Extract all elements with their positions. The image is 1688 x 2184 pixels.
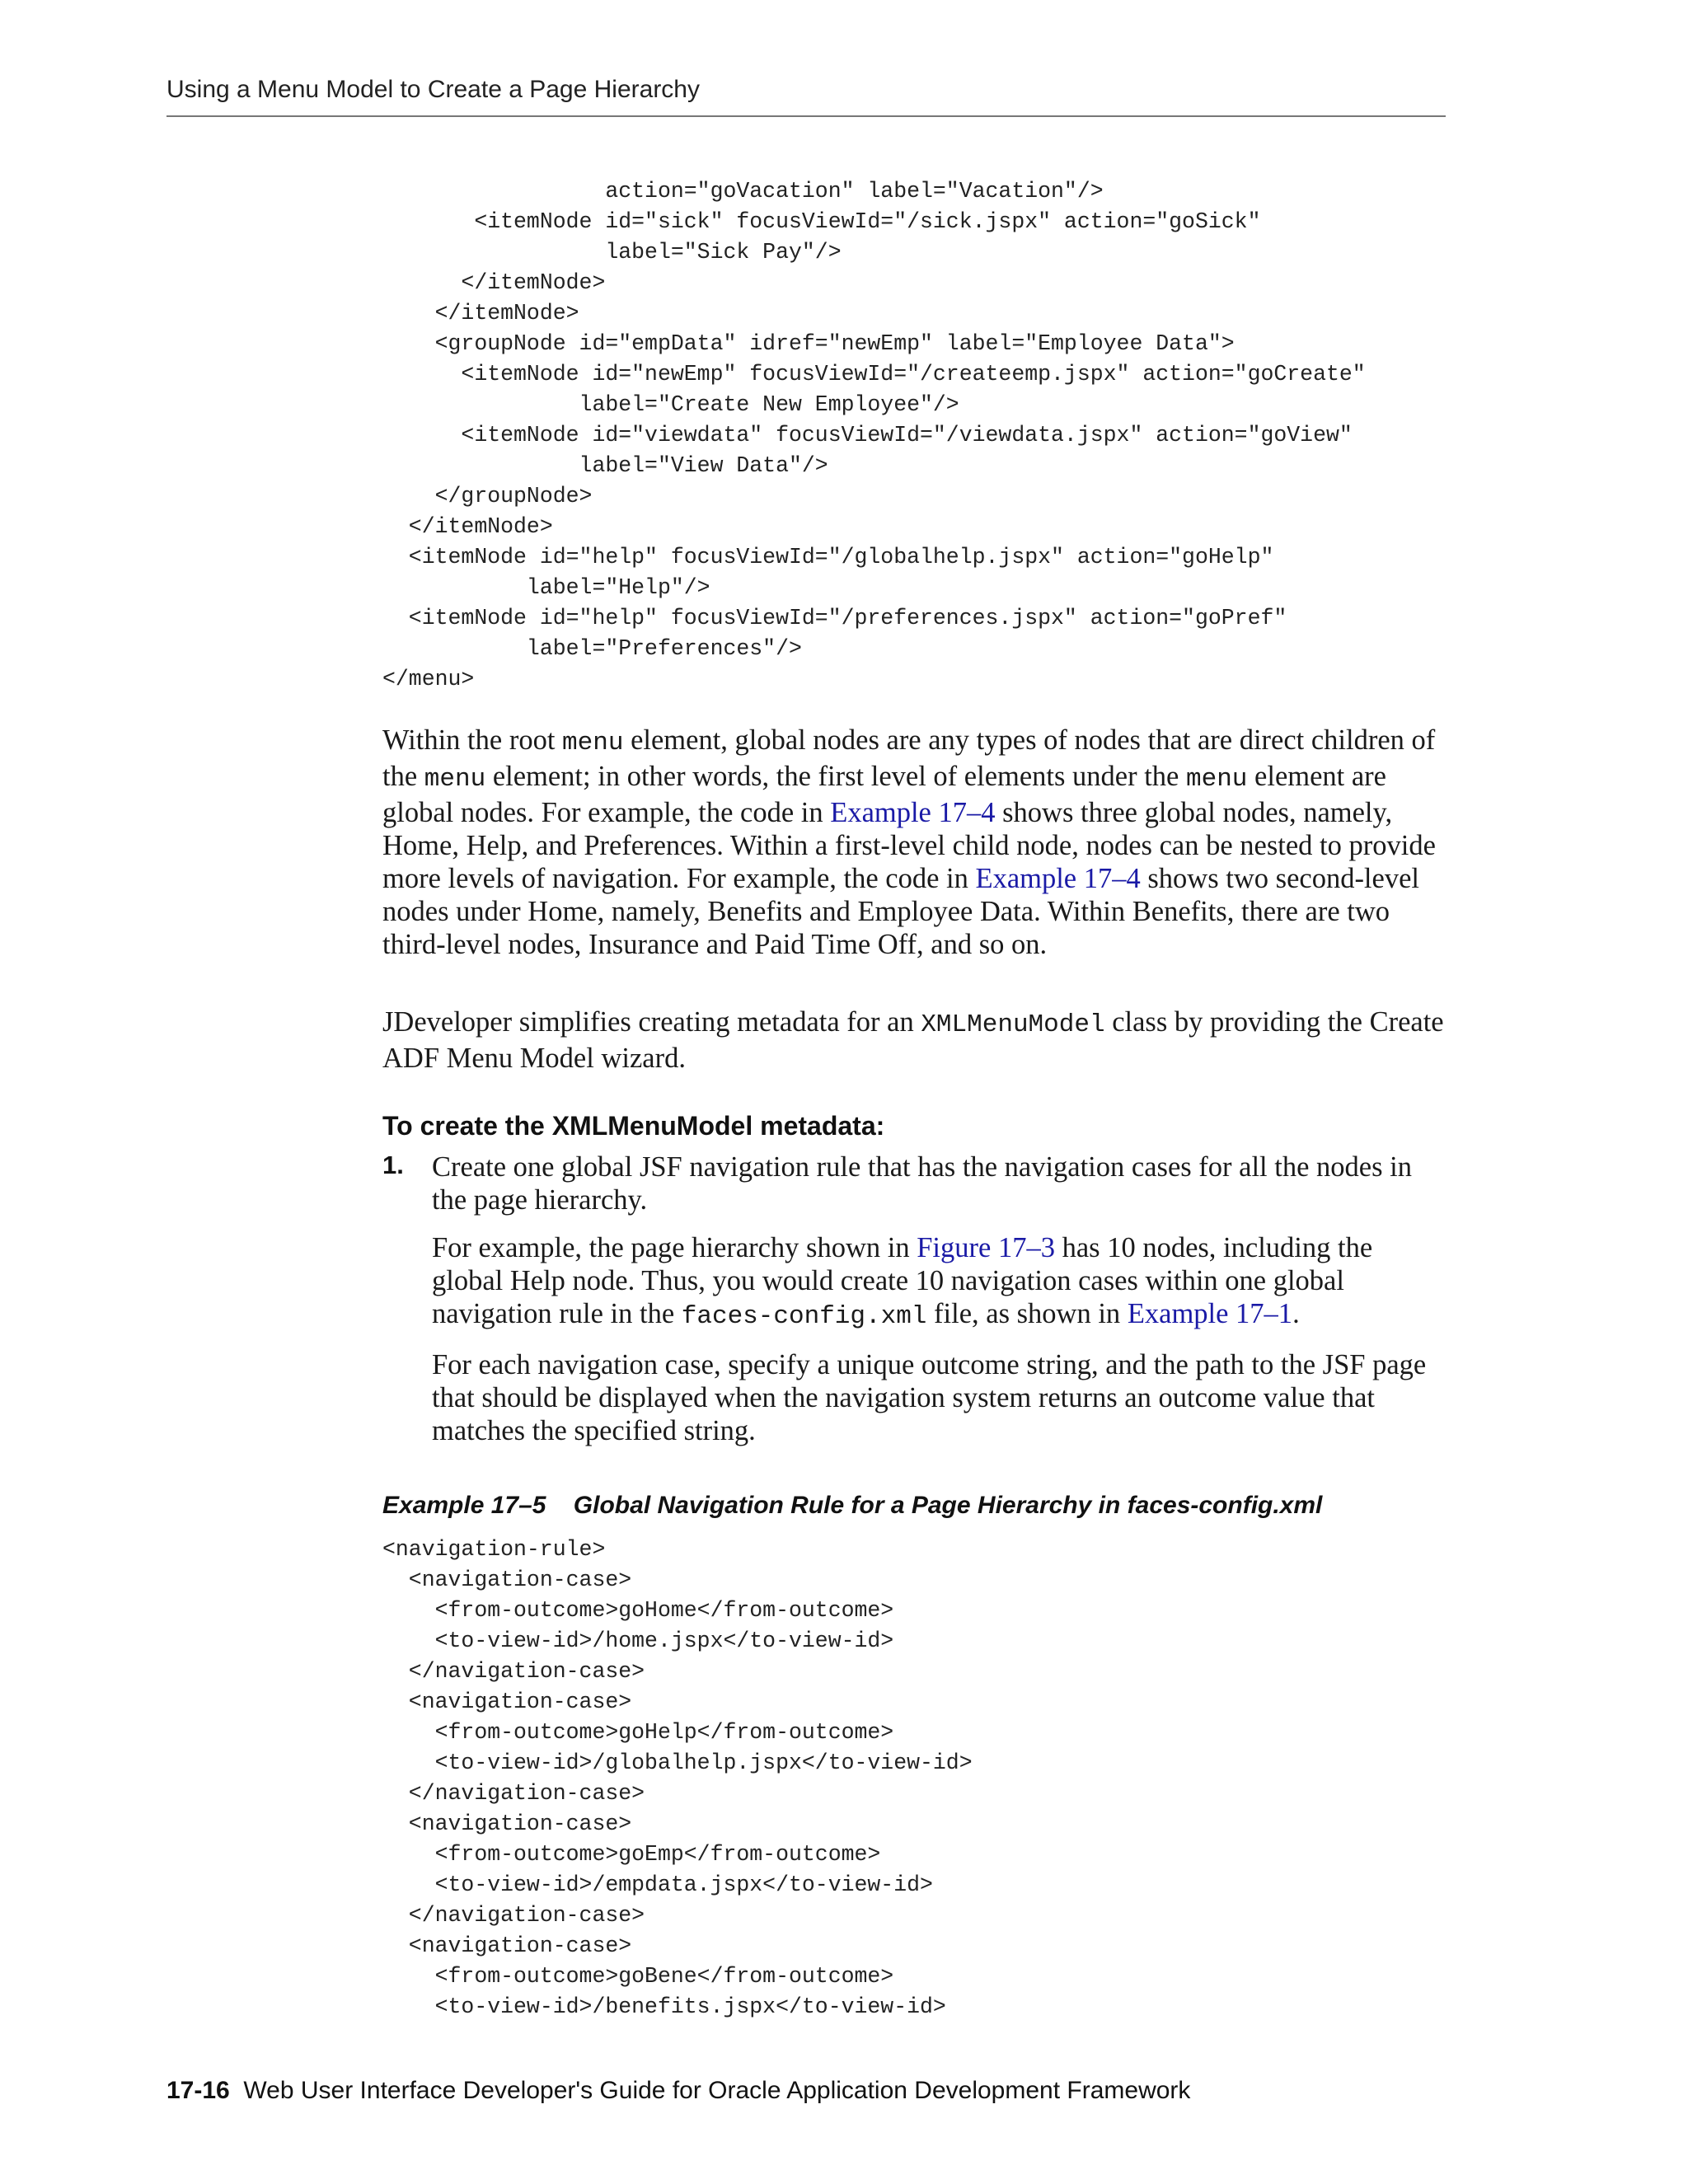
code-line: </itemNode> [382,301,579,326]
code-line: <itemNode id="newEmp" focusViewId="/createemp.jspx" action="goCreate" [382,362,1366,387]
code-line: <to-view-id>/globalhelp.jspx</to-view-id> [382,1750,973,1775]
step-sub-paragraph-1 [432,1231,1446,1333]
code-line: <from-outcome>goEmp</from-outcome> [382,1842,881,1867]
text: element; in other words, the first level of elements under the [485,761,1186,792]
step-text: Create one global JSF navigation rule that has the navigation cases for all the nodes in the page hierarchy. [432,1151,1412,1216]
text: . [1292,1298,1300,1329]
code-line: <itemNode id="viewdata" focusViewId="/viewdata.jspx" action="goView" [382,423,1353,448]
code-line: label="Create New Employee"/> [382,392,959,417]
code-line: <from-outcome>goHome</from-outcome> [382,1598,894,1623]
code-line: <itemNode id="help" focusViewId="/globalhelp.jspx" action="goHelp" [382,545,1274,569]
inline-code: faces-config.xml [681,1302,927,1331]
text: element are global nodes. For example, the code in [382,761,1386,828]
jdeveloper-paragraph [382,1005,1446,1075]
code-line: <to-view-id>/empdata.jspx</to-view-id> [382,1872,933,1897]
code-line: </navigation-case> [382,1781,645,1806]
code-line: </navigation-case> [382,1903,645,1928]
inline-code: XMLMenuModel [921,1010,1105,1039]
global-nodes-paragraph [382,724,1446,961]
step-sub-paragraph-2: For each navigation case, specify a unique outcome string, and the path to the JSF page that should be displayed when the navigation system returns an outcome value that matches the specified string. [432,1349,1427,1446]
text: Within the root [382,724,563,756]
text: file, as shown in [926,1298,1128,1329]
inline-code: menu [562,729,624,757]
code-line: label="Help"/> [382,575,710,600]
step-number: 1. [382,1151,404,1179]
code-line: <navigation-case> [382,1811,632,1836]
code-line: label="Preferences"/> [382,636,802,661]
page-footer [166,2077,1190,2105]
text: has 10 nodes, including the global Help node. Thus, you would create 10 navigation cases within one global navigation rule in the [432,1232,1373,1329]
code-line: </menu> [382,667,475,691]
text: class by providing the Create ADF Menu Model wizard. [382,1006,1444,1074]
text: shows three global nodes, namely, Home, Help, and Preferences. Within a first-level child node, nodes can be nested to provide more levels of navigation. For example, the code in [382,797,1436,894]
book-title: Web User Interface Developer's Guide for Oracle Application Development Framework [243,2077,1191,2104]
code-line: <groupNode id="empData" idref="newEmp" label="Employee Data"> [382,331,1235,356]
code-block-menu [382,176,1366,695]
header-rule [166,115,1446,117]
code-line: <to-view-id>/benefits.jspx</to-view-id> [382,1994,946,2019]
code-line: <from-outcome>goBene</from-outcome> [382,1964,894,1989]
code-line: <to-view-id>/home.jspx</to-view-id> [382,1629,894,1653]
inline-code: menu [1186,765,1248,794]
text: JDeveloper simplifies creating metadata for an [382,1006,921,1038]
code-line: <from-outcome>goHelp</from-outcome> [382,1720,894,1745]
example-caption: Example 17–5 Global Navigation Rule for a Page Hierarchy in faces-config.xml [382,1492,1323,1519]
code-line: label="Sick Pay"/> [382,240,842,265]
code-line: <itemNode id="sick" focusViewId="/sick.jspx" action="goSick" [382,209,1261,234]
code-line: <navigation-case> [382,1933,632,1958]
code-line: <navigation-case> [382,1690,632,1714]
link-example-17-4[interactable]: Example 17–4 [975,863,1141,894]
code-block-navigation-rule [382,1535,973,2022]
code-line: <navigation-rule> [382,1537,606,1562]
code-line: label="View Data"/> [382,453,828,478]
running-header: Using a Menu Model to Create a Page Hierarchy [166,76,700,103]
code-line: action="goVacation" label="Vacation"/> [382,179,1104,204]
link-figure-17-3[interactable]: Figure 17–3 [917,1232,1055,1263]
code-line: </itemNode> [382,270,606,295]
text: element, global nodes are any types of nodes that are direct children of the [382,724,1436,792]
text: shows two second-level nodes under Home, namely, Benefits and Employee Data. Within Benefits, there are two third-level nodes, Insurance and Paid Time Off, and so on. [382,863,1419,960]
code-line: <itemNode id="help" focusViewId="/preferences.jspx" action="goPref" [382,606,1287,630]
code-line: </navigation-case> [382,1659,645,1684]
link-example-17-1[interactable]: Example 17–1 [1127,1298,1293,1329]
page-number: 17-16 [166,2077,230,2104]
procedure-title: To create the XMLMenuModel metadata: [382,1111,885,1141]
link-example-17-4[interactable]: Example 17–4 [830,797,996,828]
inline-code: menu [424,765,486,794]
text: For example, the page hierarchy shown in [432,1232,917,1263]
code-line: </itemNode> [382,514,553,539]
code-line: <navigation-case> [382,1568,632,1592]
code-line: </groupNode> [382,484,593,509]
